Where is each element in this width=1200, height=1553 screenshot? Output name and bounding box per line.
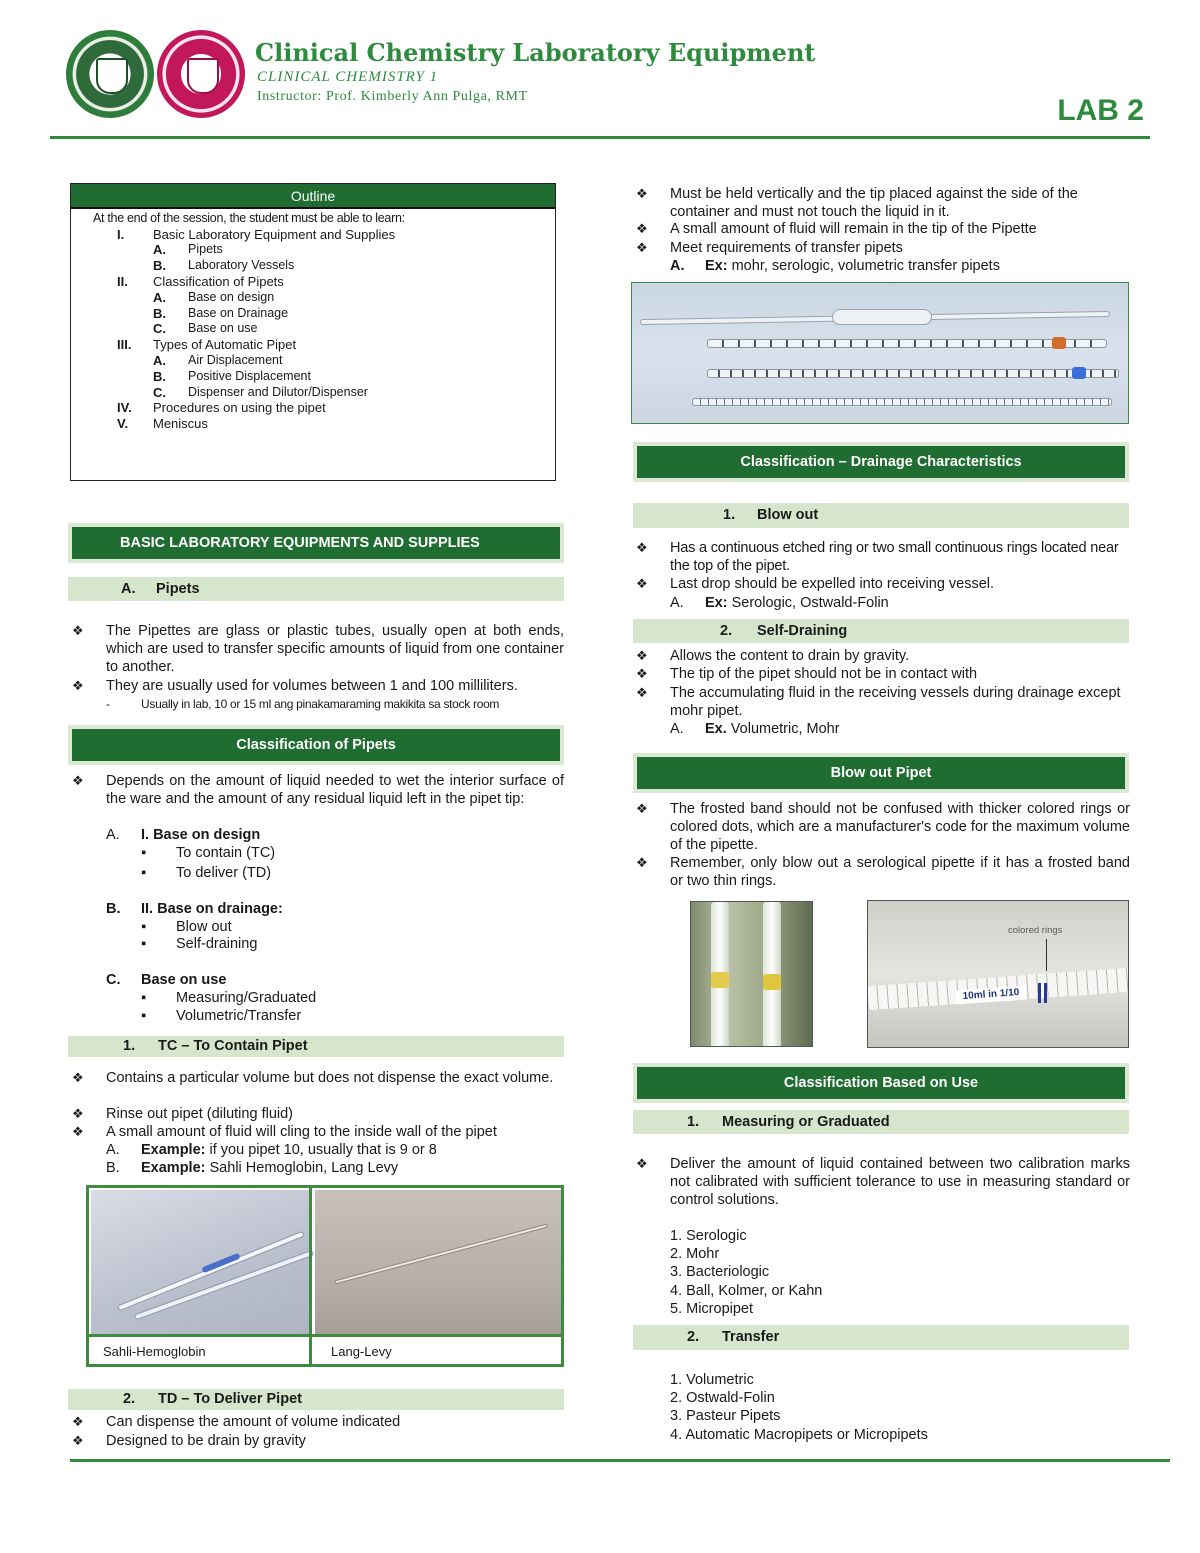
colored-rings-photo	[867, 900, 1129, 1048]
outline-text: Base on design	[188, 289, 275, 304]
diamond-bullet-icon: ❖	[72, 1070, 84, 1085]
instructor-line: Instructor: Prof. Kimberly Ann Pulga, RMT	[257, 89, 528, 104]
diamond-bullet-icon: ❖	[636, 666, 648, 681]
list-letter: B.	[106, 901, 121, 917]
outline-number: II.	[117, 274, 128, 290]
section-bar-classification	[68, 725, 564, 765]
outline-number: I.	[117, 226, 125, 242]
document-title: Clinical Chemistry Laboratory Equipment	[255, 38, 816, 67]
section-heading-classification: Classification of Pipets	[72, 729, 560, 761]
outline-number: B.	[153, 368, 166, 384]
tc-pipet-figure	[86, 1185, 564, 1367]
square-bullet-icon: ▪	[141, 865, 147, 881]
frosted-band-photo	[690, 901, 813, 1047]
list-item: Blow out	[176, 919, 232, 935]
list-item: 3. Bacteriologic	[670, 1264, 770, 1281]
list-item: Self-draining	[176, 936, 258, 952]
outline-item	[71, 274, 555, 290]
list-item: 1. Volumetric	[670, 1372, 754, 1388]
arrow-icon	[1046, 939, 1047, 971]
list-letter: A.	[670, 721, 684, 737]
outline-item	[71, 337, 555, 353]
outline-item	[71, 258, 555, 274]
diamond-bullet-icon: ❖	[72, 1124, 84, 1139]
example-line: Example: if you pipet 10, usually that is 9 or 8	[141, 1142, 437, 1158]
subsection-number: A.	[121, 581, 136, 597]
outline-intro: At the end of the session, the student must be able to learn:	[93, 211, 405, 225]
transfer-list	[670, 1371, 928, 1444]
outline-text: Types of Automatic Pipet	[153, 337, 297, 353]
transfer-pipets-photo	[631, 282, 1129, 424]
list-letter: A.	[670, 595, 684, 611]
outline-item	[71, 369, 555, 385]
subsection-label: Pipets	[156, 581, 200, 597]
diamond-bullet-icon: ❖	[636, 801, 648, 816]
diamond-bullet-icon: ❖	[636, 540, 648, 555]
list-item: 1. Serologic	[670, 1228, 747, 1244]
list-item: To deliver (TD)	[176, 865, 272, 881]
example-line: Ex: mohr, serologic, volumetric transfer pipets	[705, 258, 1000, 274]
university-seal-logo	[66, 30, 154, 118]
outline-text: Pipets	[188, 242, 223, 257]
list-label: Base on use	[141, 972, 227, 988]
outline-number: III.	[117, 337, 132, 353]
outline-heading: Outline	[71, 184, 555, 209]
outline-item	[71, 385, 555, 401]
outline-number: A.	[153, 242, 166, 258]
diamond-bullet-icon: ❖	[72, 1106, 84, 1121]
photo-label: 10ml in 1/10	[956, 986, 1027, 1005]
outline-text: Procedures on using the pipet	[153, 400, 326, 416]
diamond-bullet-icon: ❖	[72, 1433, 84, 1448]
square-bullet-icon: ▪	[141, 1008, 147, 1024]
list-item: To contain (TC)	[176, 845, 276, 861]
subsection-selfdraining: 2. Self-Draining	[633, 619, 1129, 643]
section-heading-drainage: Classification – Drainage Characteristics	[637, 446, 1125, 478]
list-label: I. Base on design	[141, 827, 261, 843]
sahli-hemoglobin-photo	[91, 1190, 309, 1334]
list-item: 2. Ostwald-Folin	[670, 1390, 775, 1407]
outline-text: Base on Drainage	[188, 305, 289, 320]
college-seal-logo	[157, 30, 245, 118]
list-letter: A.	[106, 1142, 120, 1158]
diamond-bullet-icon: ❖	[636, 685, 648, 700]
outline-number: C.	[153, 384, 166, 400]
outline-item	[71, 353, 555, 369]
list-item: 4. Automatic Macropipets or Micropipets	[670, 1426, 928, 1443]
square-bullet-icon: ▪	[141, 845, 147, 861]
list-letter: B.	[106, 1160, 120, 1176]
outline-box	[70, 183, 556, 481]
outline-text: Laboratory Vessels	[188, 258, 295, 273]
outline-text: Air Displacement	[188, 353, 283, 367]
example-line: Ex: Serologic, Ostwald-Folin	[705, 595, 889, 611]
square-bullet-icon: ▪	[141, 919, 147, 935]
outline-item	[71, 227, 555, 243]
square-bullet-icon: ▪	[141, 936, 147, 952]
list-item: 2. Mohr	[670, 1246, 720, 1263]
list-label: II. Base on drainage:	[141, 901, 283, 917]
outline-number: A.	[153, 289, 166, 305]
example-line: Example: Sahli Hemoglobin, Lang Levy	[141, 1160, 399, 1176]
subsection-pipets	[68, 577, 564, 601]
diamond-bullet-icon: ❖	[72, 678, 84, 693]
outline-text: Positive Displacement	[188, 368, 311, 383]
diamond-bullet-icon: ❖	[636, 855, 648, 870]
list-item: Measuring/Graduated	[176, 990, 317, 1006]
section-heading-use: Classification Based on Use	[637, 1067, 1125, 1099]
outline-item	[71, 400, 555, 416]
section-bar-basic	[68, 523, 564, 563]
outline-text: Dispenser and Dilutor/Dispenser	[188, 384, 368, 399]
photo-label: colored rings	[1008, 925, 1063, 936]
diamond-bullet-icon: ❖	[72, 1414, 84, 1429]
example-line: Ex. Volumetric, Mohr	[705, 721, 840, 737]
lab-number: LAB 2	[1057, 94, 1144, 127]
list-letter: A.	[670, 258, 685, 274]
diamond-bullet-icon: ❖	[636, 1156, 648, 1171]
list-letter: C.	[106, 972, 121, 988]
outline-list	[71, 227, 555, 432]
outline-text: Basic Laboratory Equipment and Supplies	[153, 226, 396, 242]
outline-number: C.	[153, 321, 166, 337]
list-letter: A.	[106, 827, 120, 843]
section-heading-blowout-pipet: Blow out Pipet	[637, 757, 1125, 789]
outline-number: A.	[153, 353, 166, 368]
diamond-bullet-icon: ❖	[72, 773, 84, 788]
header-divider	[50, 136, 1150, 139]
square-bullet-icon: ▪	[141, 990, 147, 1006]
outline-item	[71, 290, 555, 306]
lang-levy-photo	[315, 1190, 561, 1334]
outline-number: IV.	[117, 400, 132, 416]
outline-item	[71, 321, 555, 337]
diamond-bullet-icon: ❖	[636, 221, 648, 236]
section-bar-drainage	[633, 442, 1129, 482]
section-bar-blowout-pipet	[633, 753, 1129, 793]
subsection-tc: 1. TC – To Contain Pipet	[68, 1036, 564, 1057]
diamond-bullet-icon: ❖	[72, 623, 84, 638]
measuring-list	[670, 1227, 822, 1318]
outline-number: V.	[117, 416, 129, 432]
outline-text: Classification of Pipets	[153, 274, 284, 290]
outline-number: B.	[153, 258, 166, 274]
outline-number: B.	[153, 305, 166, 321]
list-item: Volumetric/Transfer	[176, 1008, 302, 1024]
diamond-bullet-icon: ❖	[636, 240, 648, 255]
image-caption: Sahli-Hemoglobin	[103, 1344, 206, 1359]
diamond-bullet-icon: ❖	[636, 648, 648, 663]
subsection-blowout: 1. Blow out	[633, 503, 1129, 528]
outline-item	[71, 416, 555, 432]
footer-divider	[70, 1459, 1170, 1462]
outline-item	[71, 306, 555, 322]
subsection-measuring: 1. Measuring or Graduated	[633, 1110, 1129, 1134]
list-item: 3. Pasteur Pipets	[670, 1408, 781, 1425]
diamond-bullet-icon: ❖	[636, 576, 648, 591]
diamond-bullet-icon: ❖	[636, 186, 648, 201]
subsection-transfer: 2. Transfer	[633, 1325, 1129, 1350]
section-bar-use	[633, 1063, 1129, 1103]
course-subtitle: CLINICAL CHEMISTRY 1	[257, 69, 439, 85]
image-caption: Lang-Levy	[331, 1344, 392, 1359]
list-item: 5. Micropipet	[670, 1300, 754, 1317]
outline-text: Base on use	[188, 321, 258, 336]
outline-text: Meniscus	[153, 416, 208, 432]
list-item: 4. Ball, Kolmer, or Kahn	[670, 1282, 823, 1299]
section-heading-basic: BASIC LABORATORY EQUIPMENTS AND SUPPLIES	[72, 527, 560, 559]
outline-item	[71, 242, 555, 258]
subsection-td: 2. TD – To Deliver Pipet	[68, 1389, 564, 1410]
